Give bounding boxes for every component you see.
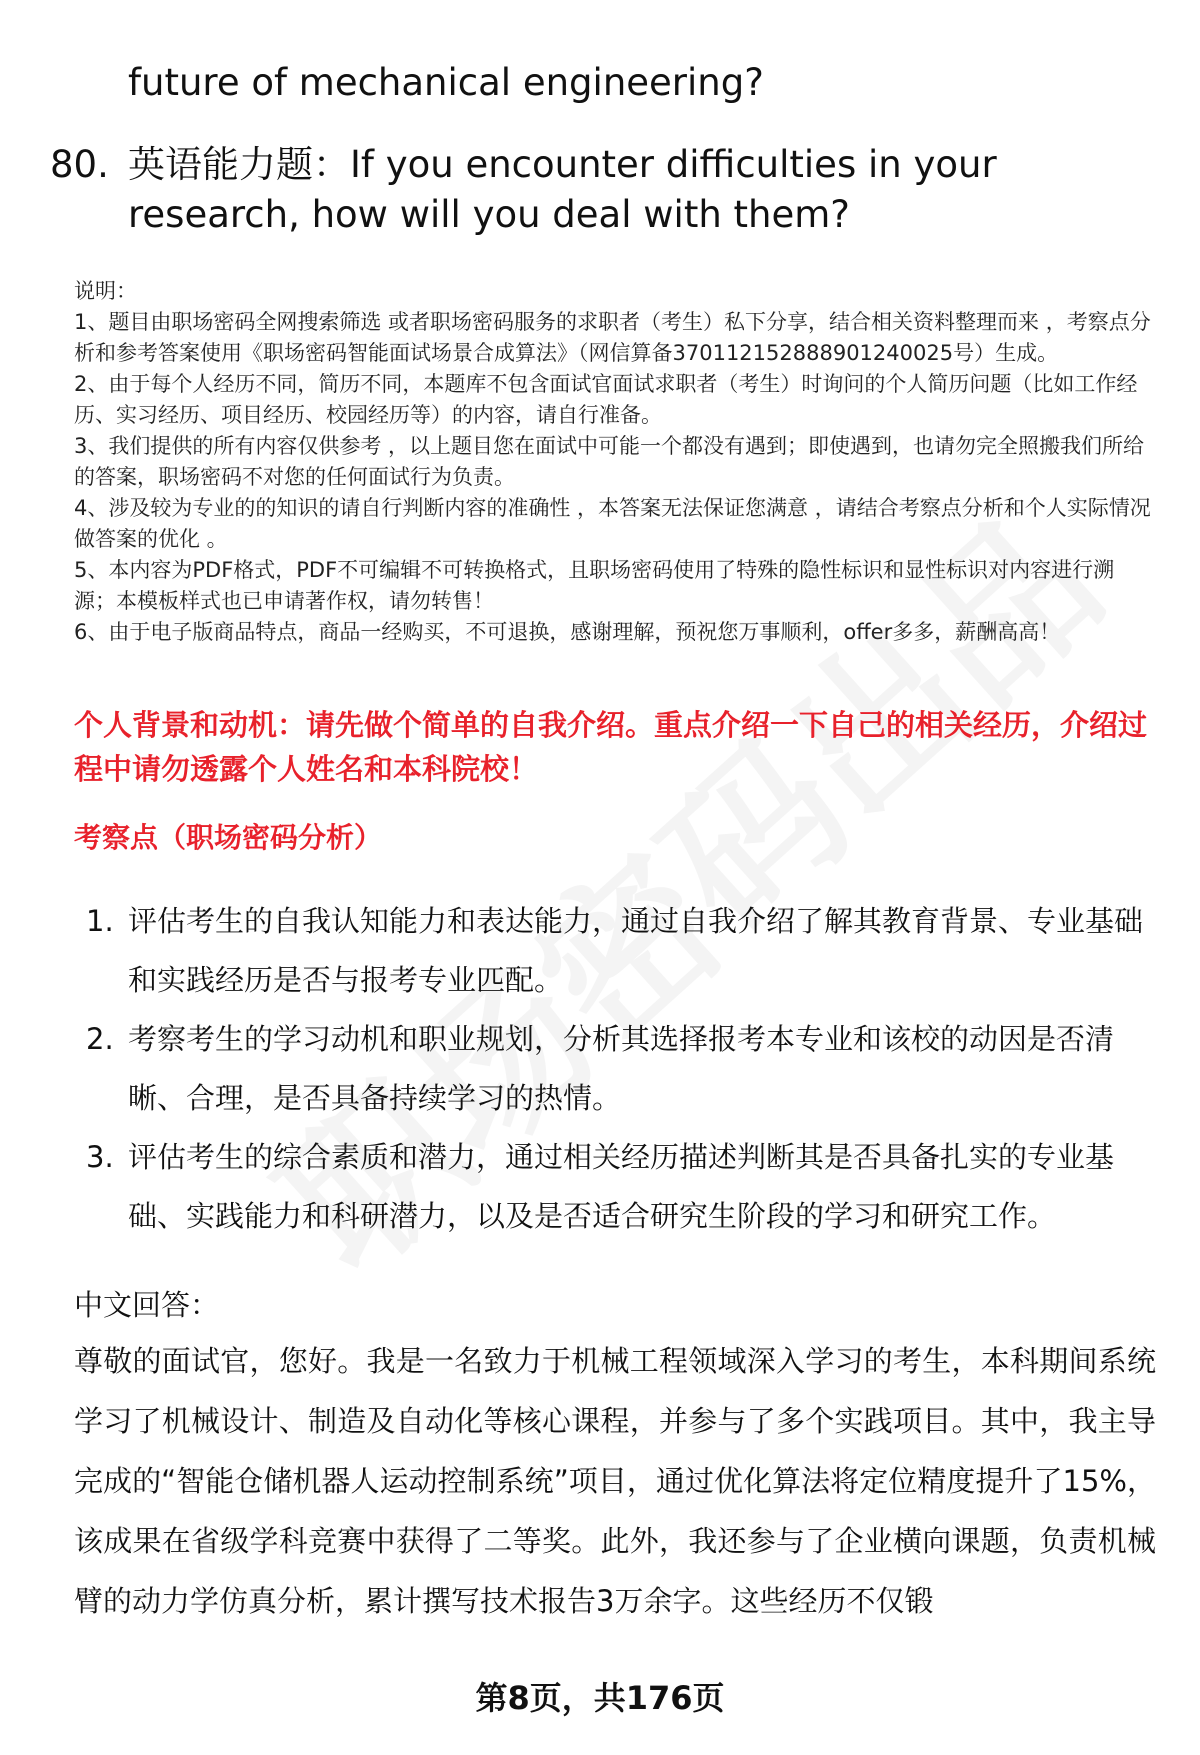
question-number: 80. (50, 143, 109, 186)
note-item: 1、题目由职场密码全网搜索筛选 或者职场密码服务的求职者（考生）私下分享，结合相关资料整理而来 ，考察点分析和参考答案使用《职场密码智能面试场景合成算法》（网信算备370112152888901240025号）生成。 (74, 310, 1151, 365)
section-question: 个人背景和动机：请先做个简单的自我介绍。重点介绍一下自己的相关经历，介绍过程中请勿透露个人姓名和本科院校！ (74, 708, 1148, 786)
page-footer: 第8页，共176页 (475, 1679, 725, 1717)
analysis-heading: 考察点（职场密码分析） (74, 821, 383, 854)
note-item: 5、本内容为PDF格式，PDF不可编辑不可转换格式，且职场密码使用了特殊的隐性标识和显性标识对内容进行溯源；本模板样式也已申请著作权，请勿转售！ (74, 558, 1115, 613)
point-number: 3. (86, 1140, 114, 1174)
analysis-list (74, 892, 1154, 1246)
analysis-point (74, 1010, 1154, 1128)
disclaimer-notes (74, 276, 1154, 648)
notes-title: 说明： (74, 279, 137, 303)
point-number: 1. (86, 904, 114, 938)
analysis-point (74, 892, 1154, 1010)
note-item: 2、由于每个人经历不同，简历不同，本题库不包含面试官面试求职者（考生）时询问的个人简历问题（比如工作经历、实习经历、项目经历、校园经历等）的内容，请自行准备。 (74, 372, 1138, 427)
note-item: 4、涉及较为专业的的知识的请自行判断内容的准确性 ，本答案无法保证您满意 ，请结合考察点分析和个人实际情况做答案的优化 。 (74, 496, 1151, 551)
point-text: 评估考生的综合素质和潜力，通过相关经历描述判断其是否具备扎实的专业基础、实践能力和科研潜力，以及是否适合研究生阶段的学习和研究工作。 (128, 1140, 1115, 1233)
answer-label: 中文回答： (74, 1288, 220, 1322)
answer-text: 尊敬的面试官，您好。我是一名致力于机械工程领域深入学习的考生，本科期间系统学习了机械设计、制造及自动化等核心课程，并参与了多个实践项目。其中，我主导完成的“智能仓储机器人运动控制系统”项目，通过优化算法将定位精度提升了15%，该成果在省级学科竞赛中获得了二等奖。此外，我还参与了企业横向课题，负责机械臂的动力学仿真分析，累计撰写技术报告3万余字。这些经历不仅锻 (74, 1344, 1156, 1618)
note-item: 6、由于电子版商品特点，商品一经购买，不可退换，感谢理解，预祝您万事顺利，offer多多，薪酬高高！ (74, 620, 1061, 644)
analysis-point (74, 1128, 1154, 1246)
point-number: 2. (86, 1022, 114, 1056)
point-text: 评估考生的自我认知能力和表达能力，通过自我介绍了解其教育背景、专业基础和实践经历是否与报考专业匹配。 (128, 904, 1144, 997)
note-item: 3、我们提供的所有内容仅供参考 ，以上题目您在面试中可能一个都没有遇到；即使遇到，也请勿完全照搬我们所给的答案，职场密码不对您的任何面试行为负责。 (74, 434, 1145, 489)
question-79-continuation: future of mechanical engineering? (128, 61, 764, 104)
point-text: 考察考生的学习动机和职业规划，分析其选择报考本专业和该校的动因是否清晰、合理，是否具备持续学习的热情。 (128, 1022, 1115, 1115)
question-text: 英语能力题：If you encounter difficulties in your research, how will you deal with them? (128, 143, 997, 236)
